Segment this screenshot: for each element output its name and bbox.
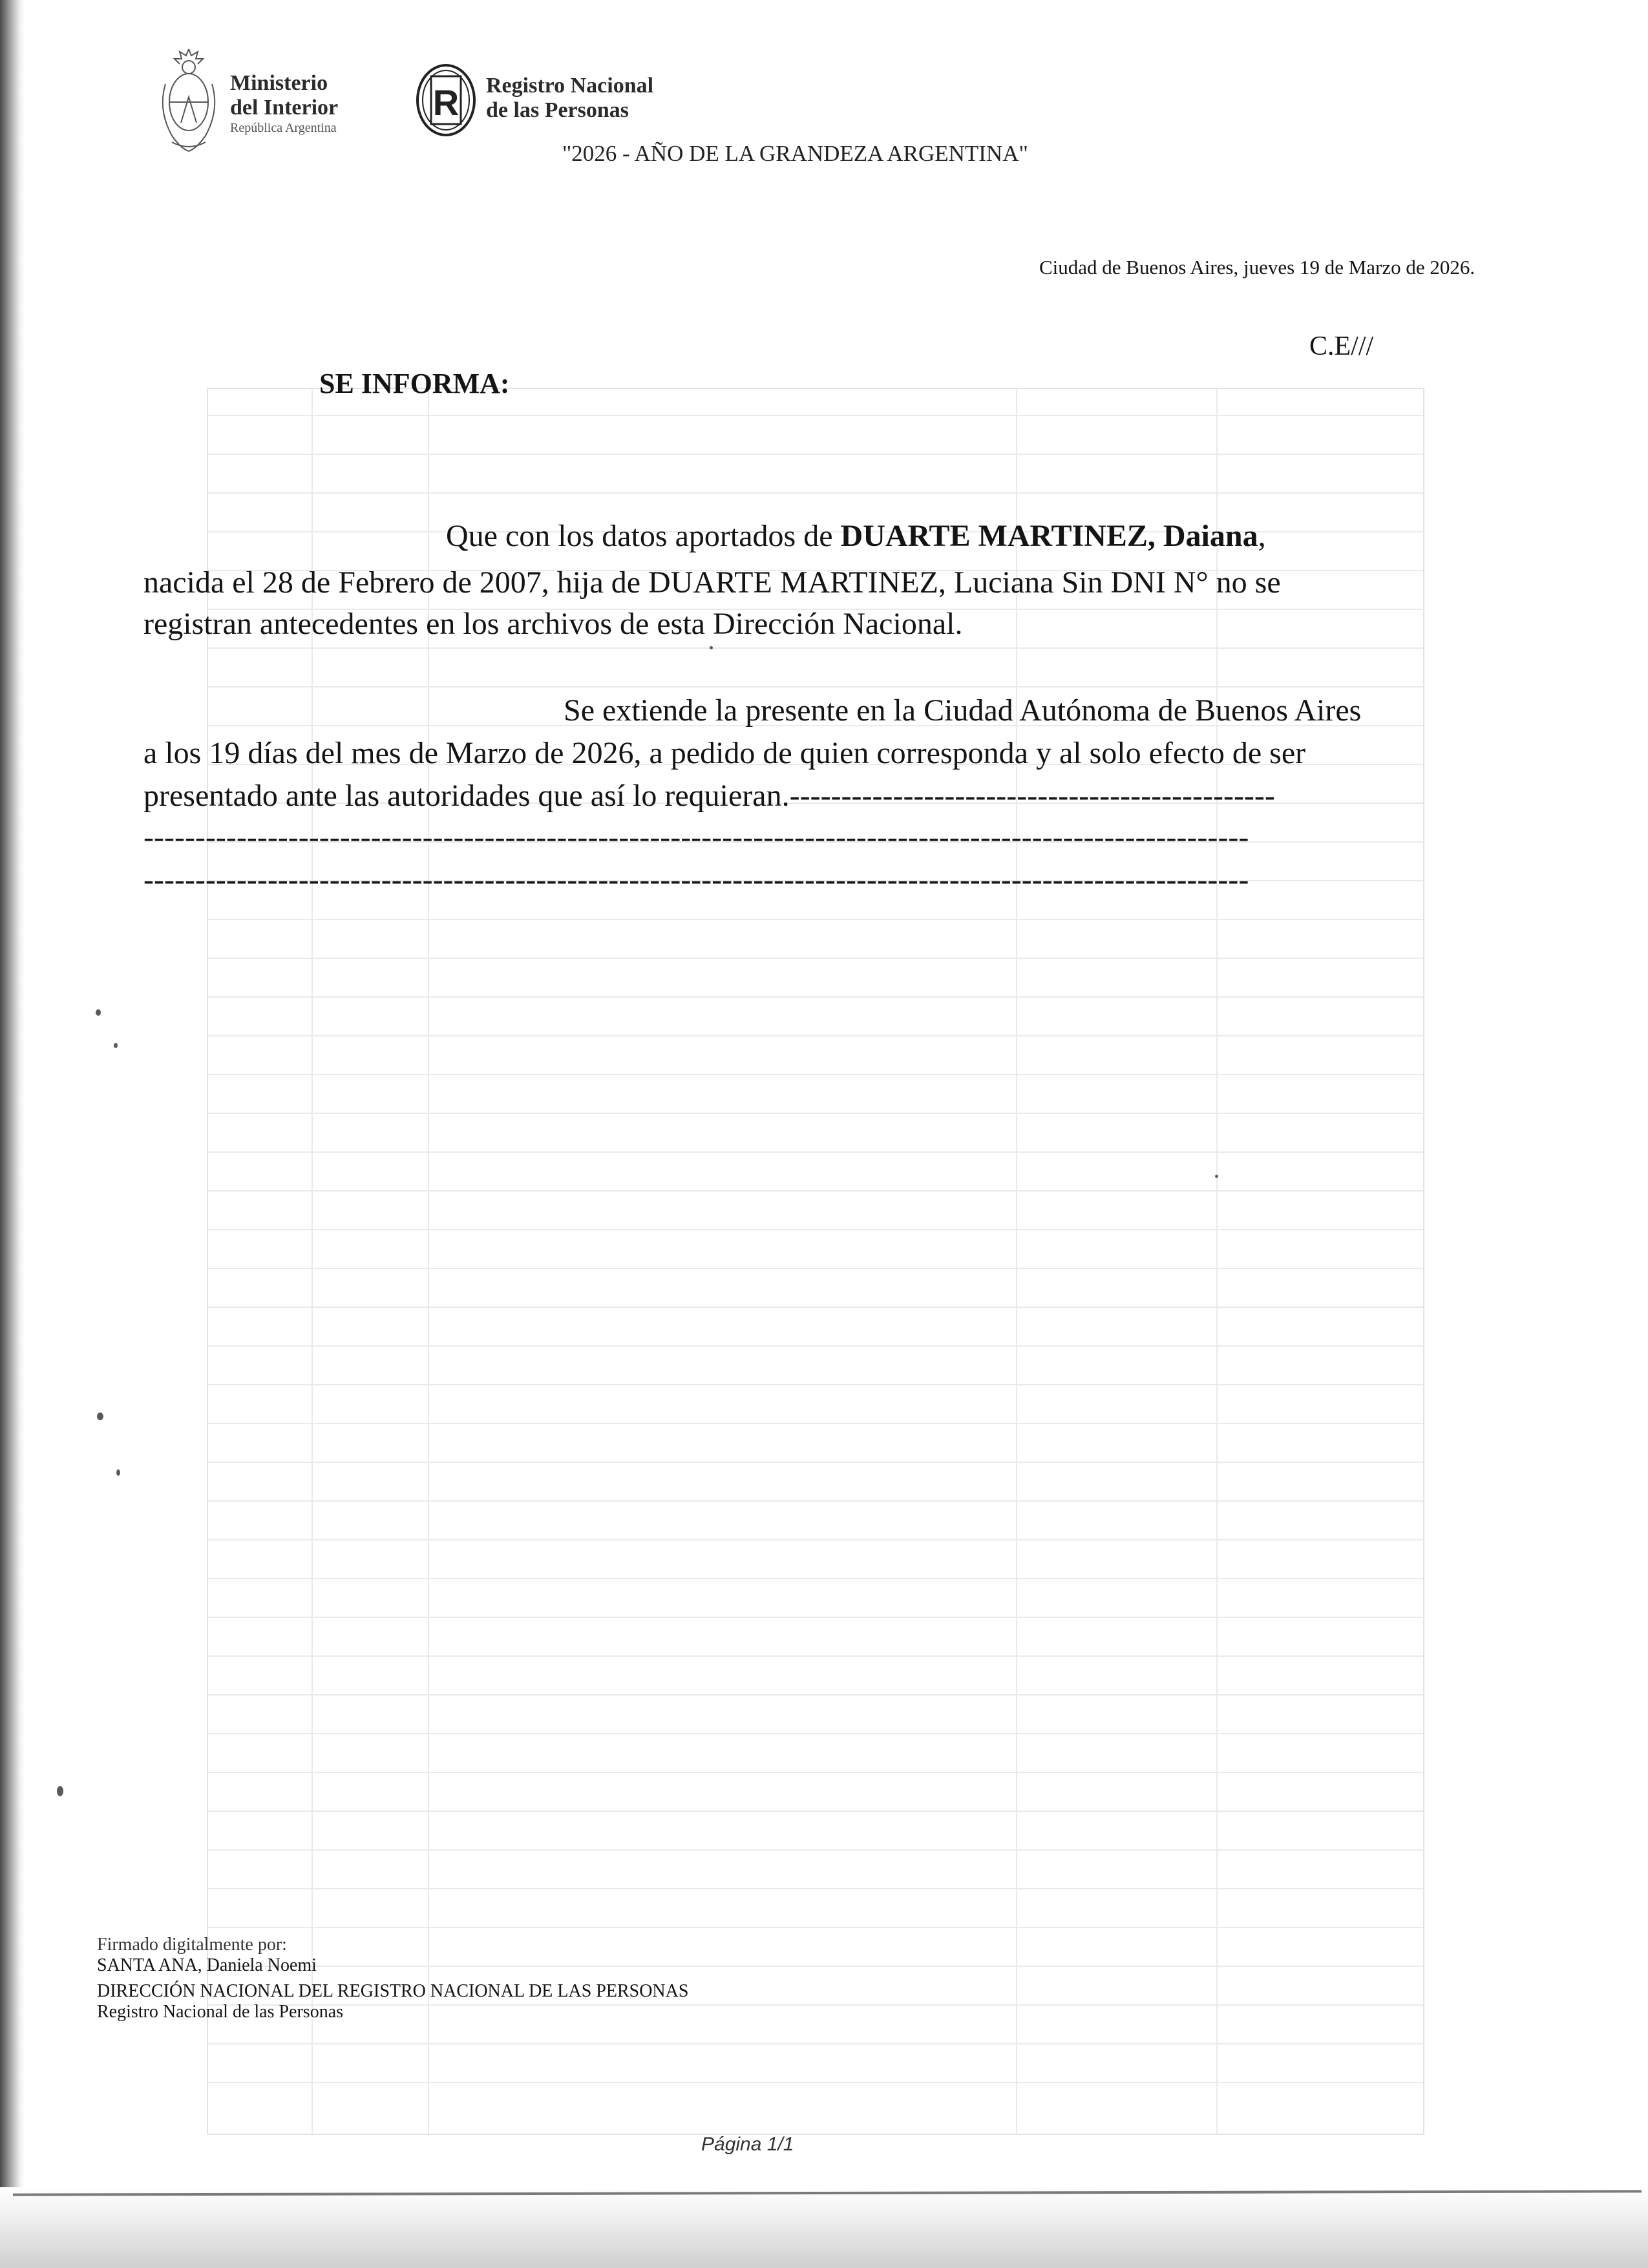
scan-bottom-edge — [0, 2187, 1648, 2268]
page-number: Página 1/1 — [701, 2134, 794, 2155]
registry-wordmark — [486, 75, 653, 124]
ministry-line-2: del Interior — [230, 96, 339, 120]
scan-speck — [116, 1469, 120, 1476]
scan-speck — [97, 1412, 103, 1420]
paragraph-1-line-2: nacida el 28 de Febrero de 2007, hija de DUARTE MARTINEZ, Luciana Sin DNI N° no se — [143, 565, 1281, 600]
scan-speck — [96, 1009, 101, 1016]
letter-date: Ciudad de Buenos Aires, jueves 19 de Marzo de 2026. — [1039, 256, 1475, 278]
signer-organization: Registro Nacional de las Personas — [97, 2002, 344, 2022]
paragraph-2-line-2: a los 19 días del mes de Marzo de 2026, a pedido de quien corresponda y al solo efecto de ser — [143, 736, 1306, 770]
registry-line-2: de las Personas — [486, 98, 629, 122]
signature-label: Firmado digitalmente por: — [97, 1935, 287, 1955]
scan-speck — [114, 1043, 118, 1048]
coat-of-arms-icon — [153, 45, 225, 155]
reference-code: C.E/// — [1309, 331, 1374, 361]
paragraph-2-line-3: presentado ante las autoridades que así lo requieran.----------------------------------------------- — [143, 779, 1275, 813]
ministry-line-1: Ministerio — [230, 71, 328, 95]
year-motto: "2026 - AÑO DE LA GRANDEZA ARGENTINA" — [562, 141, 1028, 166]
digital-signature-block — [97, 1936, 688, 2024]
scan-speck — [710, 646, 713, 649]
letter-heading: SE INFORMA: — [319, 368, 510, 399]
scan-left-edge — [0, 0, 25, 2268]
paragraph-1-line-1 — [446, 521, 1266, 552]
paragraph-2-line-1: Se extiende la presente en la Ciudad Autónoma de Buenos Aires — [564, 693, 1362, 728]
signer-office: DIRECCIÓN NACIONAL DEL REGISTRO NACIONAL DE LAS PERSONAS — [97, 1981, 689, 2001]
bleed-through-table — [207, 388, 1424, 2135]
dash-filler-line-1: ----------------------------------------------------------------------------------------------------------- — [143, 820, 1249, 854]
ministry-wordmark — [230, 72, 338, 134]
registry-logo-letter: R — [432, 82, 460, 123]
scan-speck — [1215, 1175, 1218, 1178]
p1-prefix: Que con los datos aportados de — [446, 519, 841, 553]
registry-line-1: Registro Nacional — [486, 74, 654, 98]
dash-filler-line-2: ----------------------------------------------------------------------------------------------------------- — [143, 863, 1249, 897]
scan-speck — [57, 1786, 63, 1796]
registry-logo-icon — [414, 62, 478, 138]
p1-suffix: , — [1258, 519, 1266, 553]
ministry-line-3: República Argentina — [230, 121, 337, 135]
paragraph-1-line-3: registran antecedentes en los archivos de esta Dirección Nacional. — [143, 607, 963, 641]
signer-name: SANTA ANA, Daniela Noemi — [97, 1955, 317, 1975]
subject-name: DUARTE MARTINEZ, Daiana — [840, 519, 1258, 553]
